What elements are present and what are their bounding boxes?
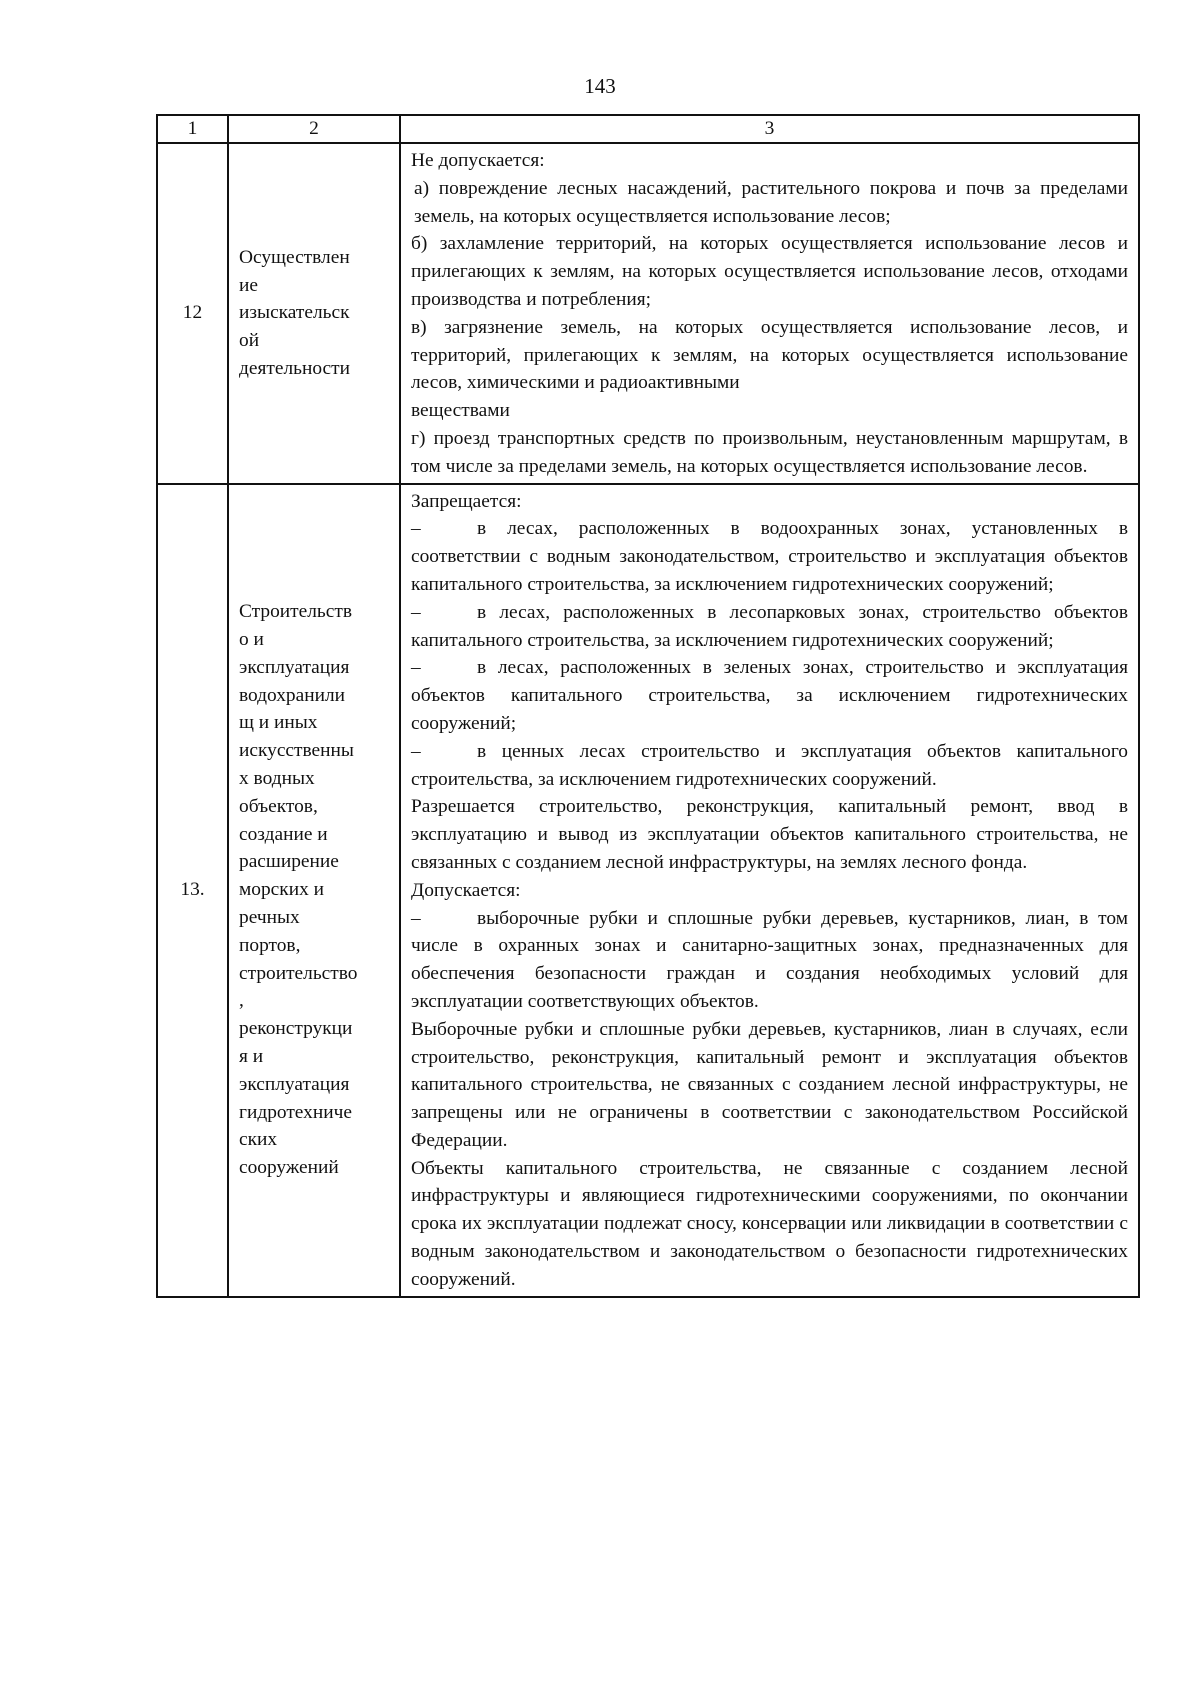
activity-name-line: строительство <box>239 962 358 984</box>
column-header-requirements: 3 <box>400 115 1139 143</box>
paragraph <box>411 877 1128 905</box>
activity-name-line: ских <box>239 1129 278 1151</box>
activity-name <box>228 143 400 484</box>
column-header-activity: 2 <box>228 115 400 143</box>
activity-name-line: я и <box>239 1046 264 1067</box>
row-number: 13. <box>157 484 228 1297</box>
activity-name-line: о и <box>239 629 264 651</box>
table-row <box>157 143 1139 484</box>
paragraph-text: в лесах, расположенных в водоохранных зонах, установленных в соответствии с водным законодательством, строительство и эксплуатация объектов капитального строительства, за исключением гидротехнических сооружений; <box>411 518 1128 595</box>
activity-name-line: портов, <box>239 934 301 956</box>
activity-name-line: речных <box>239 907 300 929</box>
paragraph <box>411 147 1128 175</box>
activity-name-line: , <box>239 990 244 1012</box>
paragraph-text: Допускается: <box>411 879 521 901</box>
dash-marker: – <box>411 601 421 623</box>
requirements-text <box>400 143 1139 484</box>
column-header-number: 1 <box>157 115 228 143</box>
paragraph <box>411 397 1128 425</box>
activity-name-line: объектов, <box>239 795 318 817</box>
dash-marker: – <box>411 657 421 679</box>
paragraph <box>411 488 1128 516</box>
activity-name-line: искусственны <box>239 740 354 762</box>
paragraph-text: в лесах, расположенных в зеленых зонах, строительство и эксплуатация объектов капитального строительства, за исключением гидротехнических сооружений; <box>411 657 1128 734</box>
dash-item <box>411 905 1128 1016</box>
paragraph-text: г) проезд транспортных средств по произвольным, неустановленным маршрутам, в том числе за пределами земель, на которых осуществляется использование лесов. <box>411 427 1128 477</box>
dash-marker: – <box>411 740 421 762</box>
paragraph <box>411 314 1128 397</box>
activity-name-line: Строительств <box>239 601 352 623</box>
activity-name-line: реконструкци <box>239 1018 353 1040</box>
paragraph <box>411 1155 1128 1294</box>
activity-name-line: изыскательск <box>239 302 350 324</box>
activity-name-line: деятельности <box>239 357 351 379</box>
activity-name-line: эксплуатация <box>239 656 350 678</box>
paragraph-text: выборочные рубки и сплошные рубки деревьев, кустарников, лиан, в том числе в охранных зонах и санитарно-защитных зонах, предназначенных для обеспечения безопасности граждан и создания необходимых условий для эксплуатации соответствующих объектов. <box>411 907 1128 1012</box>
dash-marker: – <box>411 518 421 540</box>
paragraph <box>411 793 1128 876</box>
paragraph-text: Объекты капитального строительства, не связанные с созданием лесной инфраструктуры и являющиеся гидротехническими сооружениями, по окончании срока их эксплуатации подлежат сносу, консервации или ликвидации в соответствии с водным законодательством и законодательством о безопасности гидротехнических сооружений. <box>411 1157 1128 1290</box>
activity-name-line: х водных <box>239 768 315 790</box>
paragraph-text: веществами <box>411 400 510 422</box>
paragraph <box>411 230 1128 313</box>
activity-name <box>228 484 400 1297</box>
activity-name-line: ие <box>239 274 258 296</box>
dash-item <box>411 599 1128 655</box>
paragraph-text: в) загрязнение земель, на которых осуществляется использование лесов, и территорий, прилегающих к землям, на которых осуществляется использование лесов, химическими и радиоактивными <box>411 316 1128 394</box>
dash-item <box>411 654 1128 737</box>
dash-item <box>411 738 1128 794</box>
paragraph-text: Не допускается: <box>411 150 545 171</box>
paragraph <box>411 425 1128 481</box>
paragraph-text: а) повреждение лесных насаждений, растительного покрова и почв за пределами земель, на которых осуществляется использование лесов; <box>414 177 1128 227</box>
regulations-table <box>156 114 1140 1298</box>
activity-name-line: гидротехниче <box>239 1101 352 1123</box>
table-header-row <box>157 115 1139 143</box>
paragraph-text: в лесах, расположенных в лесопарковых зонах, строительство объектов капитального строительства, за исключением гидротехнических сооружений; <box>411 601 1128 651</box>
page-number: 143 <box>584 74 616 98</box>
activity-name-line: эксплуатация <box>239 1073 350 1095</box>
activity-name-line: создание и <box>239 823 328 845</box>
dash-marker: – <box>411 907 421 929</box>
requirements-text <box>400 484 1139 1297</box>
paragraph <box>411 1016 1128 1155</box>
activity-name-line: ой <box>239 330 260 352</box>
activity-name-line: сооружений <box>239 1157 339 1179</box>
activity-name-line: щ и иных <box>239 712 318 734</box>
paragraph-text: б) захламление территорий, на которых осуществляется использование лесов и прилегающих к землям, на которых осуществляется использование лесов, отходами производства и потребления; <box>411 233 1128 310</box>
activity-name-line: водохранили <box>239 684 346 706</box>
activity-name-line: Осуществлен <box>239 246 350 268</box>
paragraph-text: в ценных лесах строительство и эксплуатация объектов капитального строительства, за исключением гидротехнических сооружений. <box>411 740 1128 790</box>
paragraph-text: Запрещается: <box>411 490 522 512</box>
paragraph <box>411 175 1128 231</box>
paragraph-text: Выборочные рубки и сплошные рубки деревьев, кустарников, лиан в случаях, если строительство, реконструкция, капитальный ремонт и эксплуатация объектов капитального строительства, не связанных с созданием лесной инфраструктуры, не запрещены или не ограничены в соответствии с законодательством Российской Федерации. <box>411 1018 1128 1151</box>
row-number: 12 <box>157 143 228 484</box>
table-row <box>157 484 1139 1297</box>
paragraph-text: Разрешается строительство, реконструкция, капитальный ремонт, ввод в эксплуатацию и вывод из эксплуатации объектов капитального строительства, не связанных с созданием лесной инфраструктуры, на землях лесного фонда. <box>411 796 1128 873</box>
activity-name-line: морских и <box>239 879 324 901</box>
activity-name-line: расширение <box>239 851 339 873</box>
dash-item <box>411 515 1128 598</box>
